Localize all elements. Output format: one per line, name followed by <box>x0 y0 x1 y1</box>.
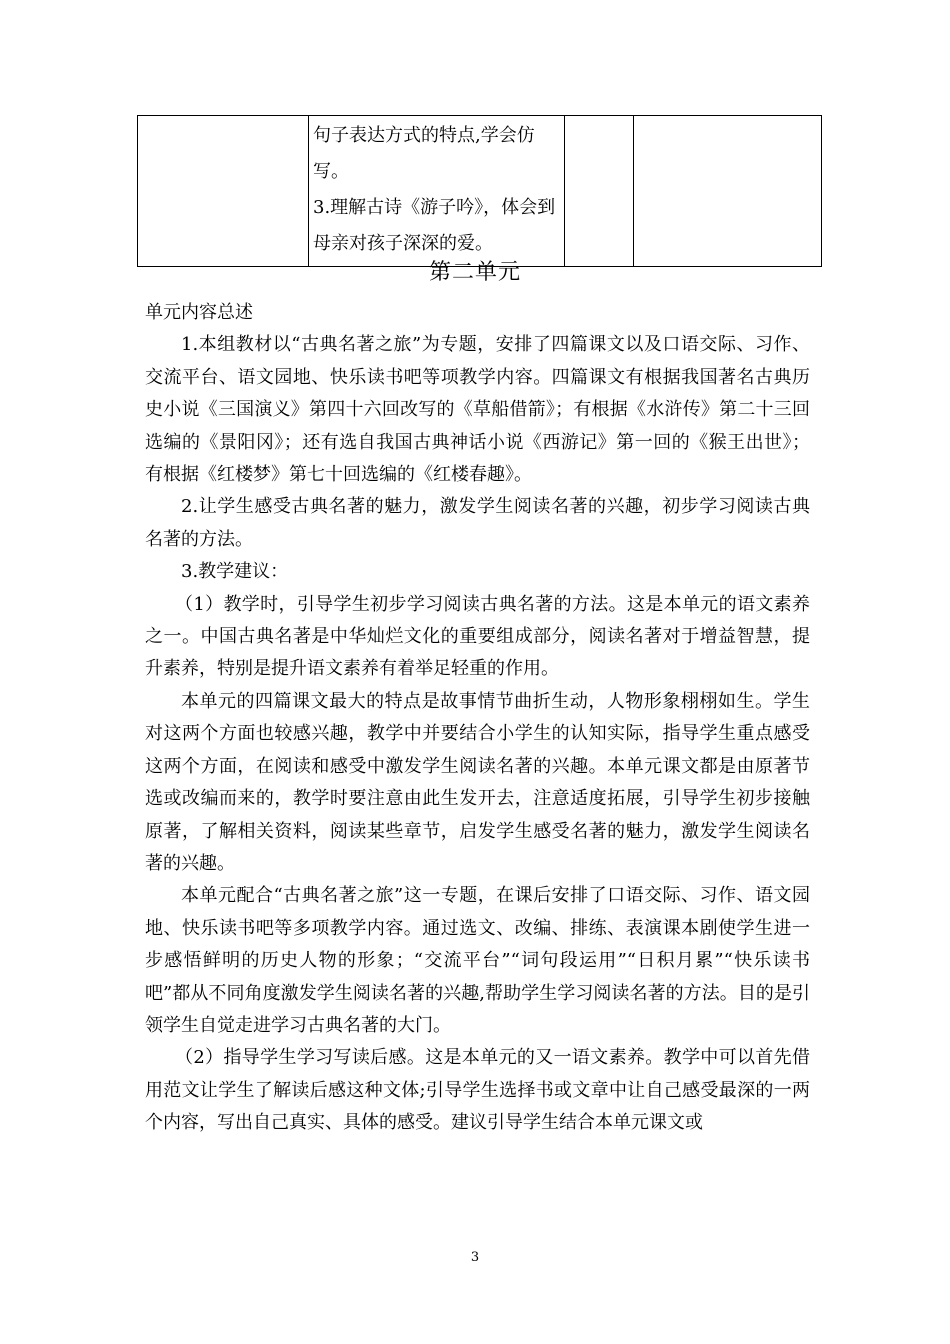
paragraph: 1.本组教材以“古典名著之旅”为专题，安排了四篇课文以及口语交际、习作、交流平台、语文园地、快乐读书吧等项教学内容。四篇课文有根据我国著名古典历史小说《三国演义》第四十六回改写的《草船借箭》；有根据《水浒传》第二十三回选编的《景阳冈》；还有选自我国古典神话小说《西游记》第一回的《猴王出世》；有根据《红楼梦》第七十回选编的《红楼春趣》。 <box>145 334 810 486</box>
unit-title: 第二单元 <box>428 260 521 285</box>
page-number: 3 <box>470 1250 480 1265</box>
paragraph: （2）指导学生学习写读后感。这是本单元的又一语文素养。教学中可以首先借用范文让学生了解读后感这种文体;引导学生选择书或文章中让自己感受最深的一两个内容，写出自己真实、具体的感受。建议引导学生结合本单元课文或 <box>145 1047 810 1134</box>
table-cell-empty-3 <box>565 116 634 267</box>
table-cell-empty-4 <box>634 116 822 267</box>
lesson-plan-table <box>137 115 822 267</box>
objective-line: 句子表达方式的特点,学会仿写。 <box>313 125 535 182</box>
table-row <box>138 116 822 267</box>
paragraph: （1）教学时，引导学生初步学习阅读古典名著的方法。这是本单元的语文素养之一。中国古典名著是中华灿烂文化的重要组成部分，阅读名著对于增益智慧，提升素养，特别是提升语文素养有着举足轻重的作用。 <box>145 593 810 680</box>
paragraph: 本单元配合“古典名著之旅”这一专题，在课后安排了口语交际、习作、语文园地、快乐读书吧等多项教学内容。通过选文、改编、排练、表演课本剧使学生进一步感悟鲜明的历史人物的形象；“交流平台”“词句段运用”“日积月累”“快乐读书吧”都从不同角度激发学生阅读名著的兴趣,帮助学生学习阅读名著的方法。目的是引领学生自觉走进学习古典名著的大门。 <box>145 885 810 1036</box>
objective-line: 3.理解古诗《游子吟》，体会到母亲对孩子深深的爱。 <box>313 197 556 254</box>
table-cell-empty-1 <box>138 116 309 267</box>
paragraph: 3.教学建议： <box>181 561 289 583</box>
paragraph: 本单元的四篇课文最大的特点是故事情节曲折生动，人物形象栩栩如生。学生对这两个方面也较感兴趣，教学中并要结合小学生的认知实际，指导学生重点感受这两个方面，在阅读和感受中激发学生阅读名著的兴趣。本单元课文都是由原著节选或改编而来的，教学时要注意由此生发开去，注意适度拓展，引导学生初步接触原著，了解相关资料，阅读某些章节，启发学生感受名著的魅力，激发学生阅读名著的兴趣。 <box>145 690 810 874</box>
paragraph: 2.让学生感受古典名著的魅力，激发学生阅读名著的兴趣，初步学习阅读古典名著的方法。 <box>145 496 810 550</box>
unit-overview-body <box>145 297 810 1140</box>
overview-heading: 单元内容总述 <box>145 302 253 323</box>
objectives-text <box>309 116 564 266</box>
table-cell-objectives <box>309 116 565 267</box>
